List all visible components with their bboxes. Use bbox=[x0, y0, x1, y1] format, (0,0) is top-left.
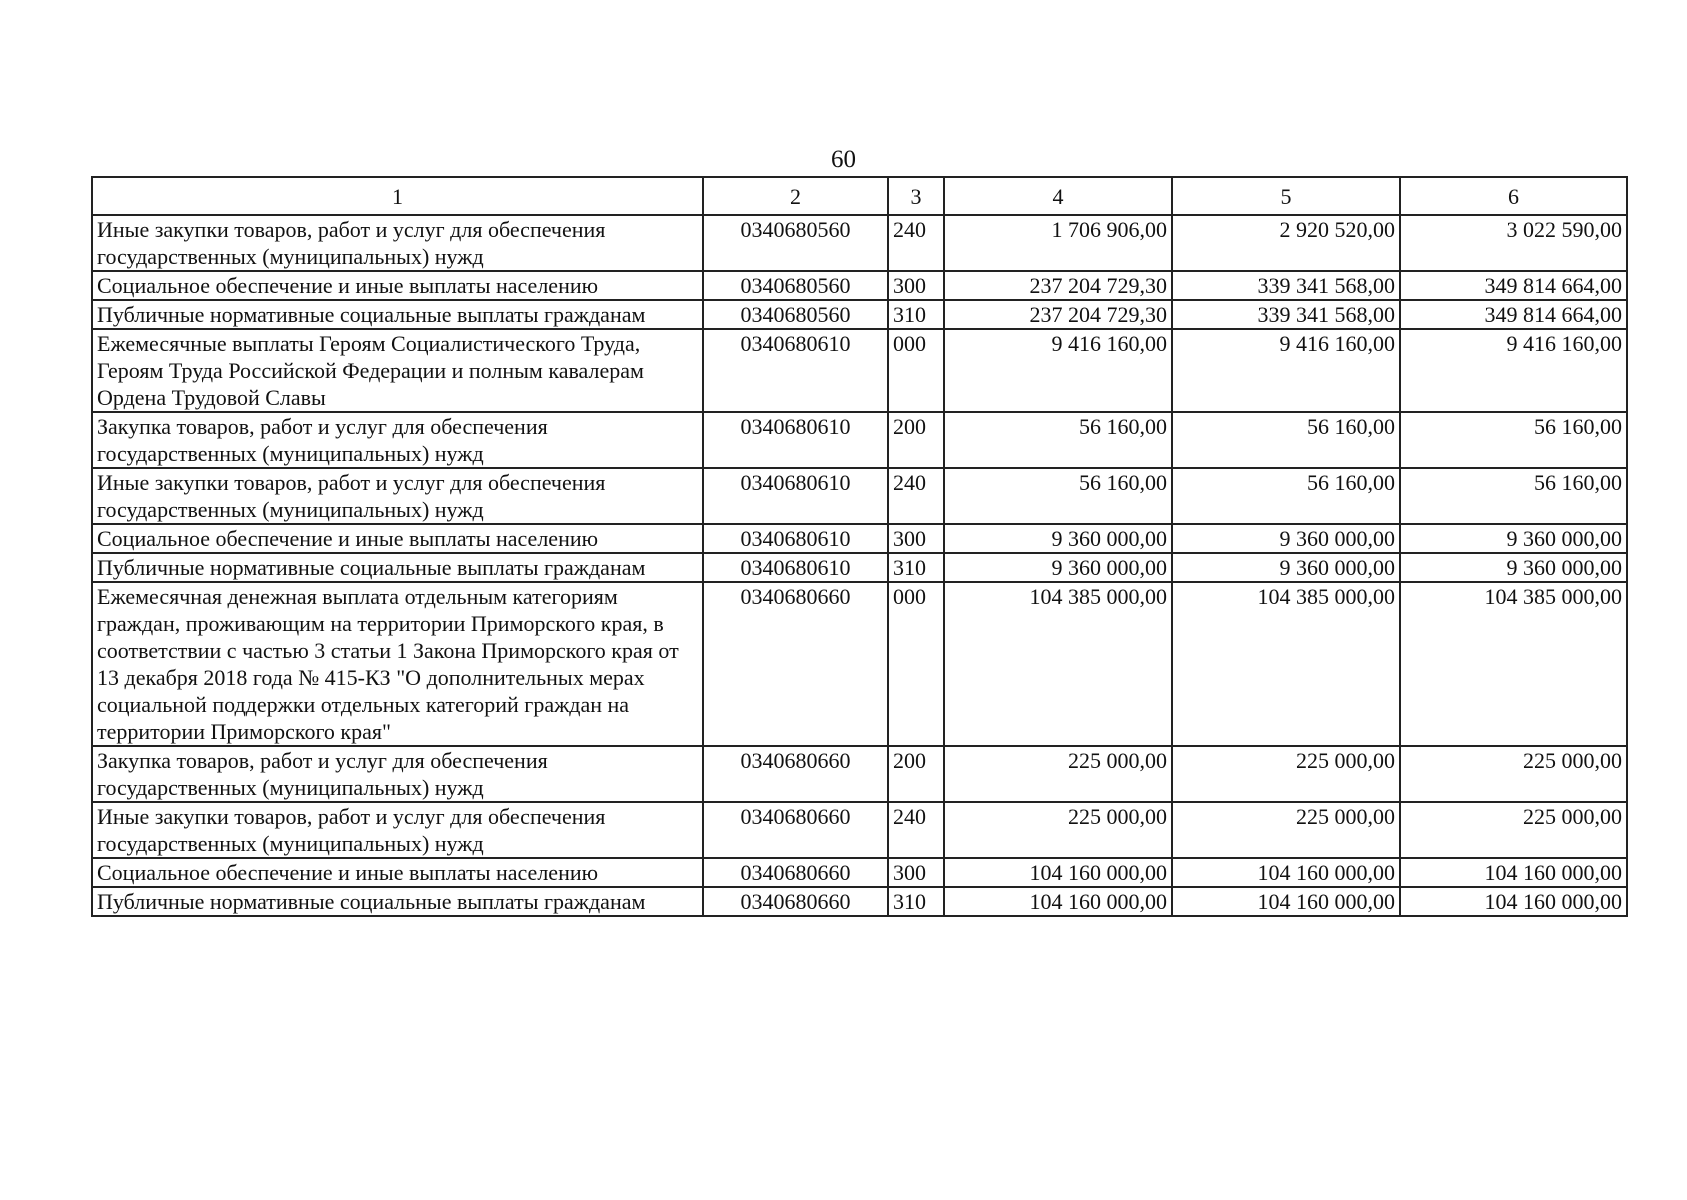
table-row bbox=[92, 300, 1627, 329]
amount-col-4: 1 706 906,00 bbox=[944, 215, 1172, 271]
table-row bbox=[92, 412, 1627, 468]
header-cell-1: 1 bbox=[92, 177, 703, 215]
item-code: 0340680560 bbox=[703, 271, 888, 300]
item-name: Социальное обеспечение и иные выплаты населению bbox=[92, 524, 703, 553]
table-row bbox=[92, 858, 1627, 887]
header-cell-2: 2 bbox=[703, 177, 888, 215]
amount-col-4: 104 160 000,00 bbox=[944, 858, 1172, 887]
amount-col-6: 56 160,00 bbox=[1400, 412, 1627, 468]
header-cell-3: 3 bbox=[888, 177, 944, 215]
expense-type: 300 bbox=[888, 524, 944, 553]
amount-col-5: 104 160 000,00 bbox=[1172, 887, 1400, 916]
item-code: 0340680660 bbox=[703, 582, 888, 746]
amount-col-4: 9 416 160,00 bbox=[944, 329, 1172, 412]
expense-type: 200 bbox=[888, 412, 944, 468]
amount-col-6: 349 814 664,00 bbox=[1400, 271, 1627, 300]
amount-col-6: 349 814 664,00 bbox=[1400, 300, 1627, 329]
amount-col-4: 225 000,00 bbox=[944, 802, 1172, 858]
item-name: Ежемесячная денежная выплата отдельным категориям граждан, проживающим на территории Приморского края, в соответствии с частью 3 статьи 1 Закона Приморского края от 13 декабря 2018 года № 415-КЗ "О дополнительных мерах социальной поддержки отдельных категорий граждан на территории Приморского края" bbox=[92, 582, 703, 746]
amount-col-4: 9 360 000,00 bbox=[944, 553, 1172, 582]
header-cell-6: 6 bbox=[1400, 177, 1627, 215]
amount-col-6: 225 000,00 bbox=[1400, 746, 1627, 802]
header-cell-5: 5 bbox=[1172, 177, 1400, 215]
expense-type: 240 bbox=[888, 468, 944, 524]
table-row bbox=[92, 468, 1627, 524]
amount-col-5: 104 385 000,00 bbox=[1172, 582, 1400, 746]
amount-col-6: 104 385 000,00 bbox=[1400, 582, 1627, 746]
item-code: 0340680560 bbox=[703, 215, 888, 271]
item-name: Закупка товаров, работ и услуг для обеспечения государственных (муниципальных) нужд bbox=[92, 412, 703, 468]
amount-col-6: 9 416 160,00 bbox=[1400, 329, 1627, 412]
amount-col-5: 104 160 000,00 bbox=[1172, 858, 1400, 887]
item-name: Иные закупки товаров, работ и услуг для обеспечения государственных (муниципальных) нужд bbox=[92, 215, 703, 271]
table-row bbox=[92, 887, 1627, 916]
expense-type: 300 bbox=[888, 858, 944, 887]
item-name: Публичные нормативные социальные выплаты гражданам bbox=[92, 300, 703, 329]
item-code: 0340680660 bbox=[703, 746, 888, 802]
table-row bbox=[92, 582, 1627, 746]
amount-col-4: 237 204 729,30 bbox=[944, 271, 1172, 300]
item-code: 0340680660 bbox=[703, 858, 888, 887]
table-row bbox=[92, 553, 1627, 582]
expense-type: 000 bbox=[888, 582, 944, 746]
header-cell-4: 4 bbox=[944, 177, 1172, 215]
item-code: 0340680610 bbox=[703, 524, 888, 553]
item-name: Публичные нормативные социальные выплаты гражданам bbox=[92, 887, 703, 916]
amount-col-4: 104 385 000,00 bbox=[944, 582, 1172, 746]
expense-type: 310 bbox=[888, 300, 944, 329]
item-name: Социальное обеспечение и иные выплаты населению bbox=[92, 858, 703, 887]
amount-col-5: 225 000,00 bbox=[1172, 746, 1400, 802]
item-name: Ежемесячные выплаты Героям Социалистического Труда, Героям Труда Российской Федерации и полным кавалерам Ордена Трудовой Славы bbox=[92, 329, 703, 412]
amount-col-6: 225 000,00 bbox=[1400, 802, 1627, 858]
expense-type: 000 bbox=[888, 329, 944, 412]
table-row bbox=[92, 329, 1627, 412]
amount-col-5: 2 920 520,00 bbox=[1172, 215, 1400, 271]
table-row bbox=[92, 271, 1627, 300]
budget-table bbox=[91, 176, 1628, 917]
amount-col-5: 225 000,00 bbox=[1172, 802, 1400, 858]
amount-col-4: 104 160 000,00 bbox=[944, 887, 1172, 916]
expense-type: 310 bbox=[888, 887, 944, 916]
amount-col-5: 339 341 568,00 bbox=[1172, 300, 1400, 329]
amount-col-5: 339 341 568,00 bbox=[1172, 271, 1400, 300]
amount-col-4: 56 160,00 bbox=[944, 468, 1172, 524]
amount-col-5: 9 360 000,00 bbox=[1172, 553, 1400, 582]
amount-col-6: 9 360 000,00 bbox=[1400, 553, 1627, 582]
amount-col-6: 104 160 000,00 bbox=[1400, 858, 1627, 887]
item-name: Закупка товаров, работ и услуг для обеспечения государственных (муниципальных) нужд bbox=[92, 746, 703, 802]
amount-col-6: 104 160 000,00 bbox=[1400, 887, 1627, 916]
expense-type: 310 bbox=[888, 553, 944, 582]
amount-col-4: 237 204 729,30 bbox=[944, 300, 1172, 329]
header-row bbox=[92, 177, 1627, 215]
amount-col-4: 9 360 000,00 bbox=[944, 524, 1172, 553]
table-row bbox=[92, 746, 1627, 802]
expense-type: 240 bbox=[888, 215, 944, 271]
item-name: Публичные нормативные социальные выплаты гражданам bbox=[92, 553, 703, 582]
item-code: 0340680610 bbox=[703, 412, 888, 468]
amount-col-6: 9 360 000,00 bbox=[1400, 524, 1627, 553]
item-code: 0340680610 bbox=[703, 329, 888, 412]
table-row bbox=[92, 215, 1627, 271]
amount-col-5: 56 160,00 bbox=[1172, 468, 1400, 524]
amount-col-5: 56 160,00 bbox=[1172, 412, 1400, 468]
item-name: Иные закупки товаров, работ и услуг для обеспечения государственных (муниципальных) нужд bbox=[92, 468, 703, 524]
amount-col-6: 3 022 590,00 bbox=[1400, 215, 1627, 271]
expense-type: 200 bbox=[888, 746, 944, 802]
amount-col-6: 56 160,00 bbox=[1400, 468, 1627, 524]
item-code: 0340680660 bbox=[703, 887, 888, 916]
item-code: 0340680610 bbox=[703, 468, 888, 524]
item-name: Иные закупки товаров, работ и услуг для обеспечения государственных (муниципальных) нужд bbox=[92, 802, 703, 858]
table-row bbox=[92, 802, 1627, 858]
amount-col-4: 225 000,00 bbox=[944, 746, 1172, 802]
expense-type: 300 bbox=[888, 271, 944, 300]
amount-col-5: 9 416 160,00 bbox=[1172, 329, 1400, 412]
item-code: 0340680660 bbox=[703, 802, 888, 858]
item-code: 0340680610 bbox=[703, 553, 888, 582]
item-code: 0340680560 bbox=[703, 300, 888, 329]
amount-col-4: 56 160,00 bbox=[944, 412, 1172, 468]
page-number: 60 bbox=[831, 146, 856, 173]
amount-col-5: 9 360 000,00 bbox=[1172, 524, 1400, 553]
expense-type: 240 bbox=[888, 802, 944, 858]
table-row bbox=[92, 524, 1627, 553]
item-name: Социальное обеспечение и иные выплаты населению bbox=[92, 271, 703, 300]
